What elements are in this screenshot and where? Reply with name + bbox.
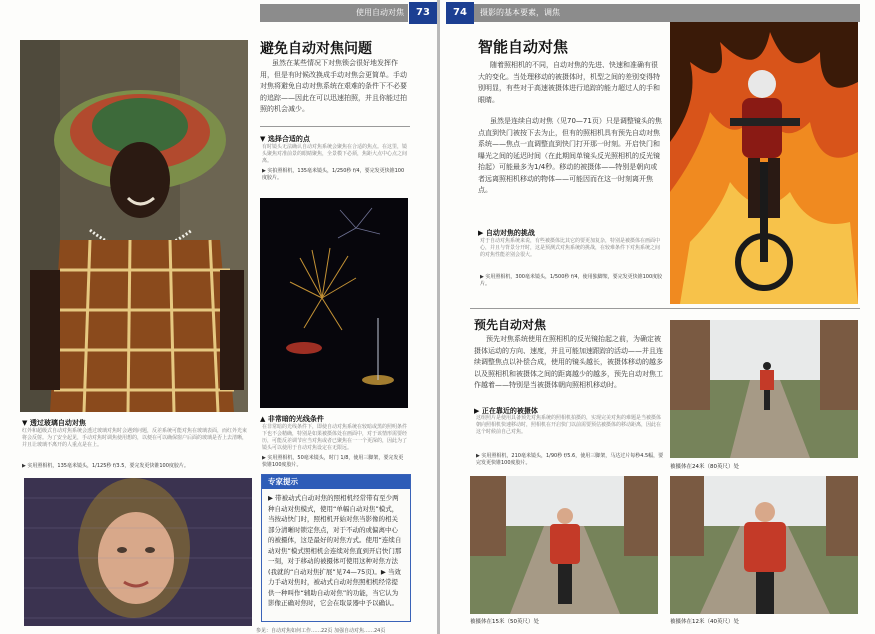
divider	[260, 126, 410, 127]
approaching-caption-title-text: 正在靠近的被摄体	[481, 407, 538, 415]
select-point-text: 有时镜头无法确认自动对焦系统会聚焦在合适的焦点。在这里，镜头聚焦对准前景的眼睛聚焦，全景模下必须，焦距大点中心点之间离。	[262, 144, 408, 164]
predictive-af-paragraph: 预先对焦系统使用在照相机的反光镜抬起之前，为确定被摄体运动的方向、速度，并且可能加速跟踪的活动——并且连续调整焦点以补偿合成，使用的镜头越长，被摄体移动的越多以及照相机和被摄体之间的距离越少的越多，预先自动对焦工作越着——特别是当被摄体朝向照相机移动时。	[474, 335, 663, 389]
select-point-title-text: 选择合适的点	[267, 135, 310, 143]
right-page	[440, 0, 875, 634]
woman-in-hat-photo	[20, 40, 248, 412]
challenge-caption-title: ▶ 自动对焦的挑战	[478, 229, 535, 237]
glass-caption-title: ▼ 透过玻璃自动对焦	[22, 419, 86, 427]
expert-tip-box	[261, 474, 411, 622]
left-page-number: 73	[409, 2, 437, 24]
approaching-caption-title: ▶ 正在靠近的被摄体	[474, 407, 538, 415]
challenge-caption-text: 对于自动对焦系统来说，有些被摄体比其它的要更加复杂，特别是被摄体在画面中心，并且与背景分开时，这是预测式对焦系统的挑战，在较难条件下对焦系统之间的对焦性能差别会很大。	[480, 238, 661, 258]
cyclist-15m-photo	[470, 476, 658, 614]
cyclist-24m-caption: 被摄体在24米（80英尺）处	[670, 464, 739, 470]
glass-caption-text: 红外和超级式自动对焦系统会透过玻璃对焦时会遇到问题，反差系统可能对焦在玻璃表面，而红外光束将会反射。为了安全起见，手动对焦时调焦使用想的，以便在可以确保窗户后面的玻璃是否上去清晰，并且让玻璃不离开的人重点是在上。	[22, 428, 248, 448]
cyclist-24m-photo	[670, 320, 858, 458]
predictive-af-title: 预先自动对焦	[474, 318, 547, 332]
select-point-settings: ▶ 实拍照相机，135毫米镜头，1/250秒 f/4，要完发更快锥100度胶片。	[262, 168, 405, 181]
approaching-caption-text: 这组照片是使用具备预先对焦系统的照相机拍摄的，实现完美对焦的难题是当被摄体朝向照相机快速移动时，照相机在开启快门以前需要预估被摄体的移动距离，因此在这个时候前自己对焦。	[476, 415, 662, 435]
left-page-header: 使用自动对焦	[260, 4, 408, 22]
motorcycle-fire-photo	[670, 22, 858, 304]
cyclist-12m-photo	[670, 476, 858, 614]
challenge-caption-title-text: 自动对焦的挑战	[485, 229, 535, 237]
section-divider	[470, 308, 860, 309]
woman-behind-glass-photo	[24, 478, 252, 626]
challenge-caption-settings: ▶ 实用照相机，300毫米镜头，1/500秒 f/4，使用独脚架，要完发更快锥100度胶片。	[480, 274, 663, 287]
right-intro-paragraph-2: 虽然是连续自动对焦（见70—71页）只是调整镜头的焦点直到快门被按下去为止，但有的照相机具有预先自动对焦系统——焦点一直调整直到快门打开那一时刻。开启快门和曝光之间的延迟时间（在此期间单镜头反光照相机的反光镜抬起）可能最多为1/4秒。移动的被摄体——特别是朝向或者远离照相机移动的物体——可能因而在这一时刻离开焦点。	[478, 117, 662, 194]
fireworks-photo	[260, 198, 408, 408]
fireworks-caption-settings: ▶ 实用照相机，50毫米镜头，时门 1/8，使用三脚架，要完发更快锥100度胶片。	[262, 455, 404, 468]
right-page-number: 74	[446, 2, 474, 24]
glass-caption-settings: ▶ 实用照相机，135毫米镜头，1/125秒 f/3.5，要完发更快锥100度胶片。	[22, 463, 189, 469]
left-footer: 参见：自动对焦如何工作……22页 加强自动对焦……24页	[256, 628, 386, 634]
cyclist-15m-caption: 被摄体在15米（50英尺）处	[470, 619, 539, 625]
approaching-caption-settings: ▶ 实用照相机，210毫米镜头，1/90秒 f/5.6，使用三脚架，马达过片每秒4.5幅，要完发更快锥100度胶片。	[476, 453, 664, 466]
fireworks-caption-title-text: 非常暗的光线条件	[267, 415, 324, 423]
right-page-title: 智能自动对焦	[478, 38, 569, 56]
select-point-title: ▼ 选择合适的点	[260, 135, 310, 143]
fireworks-caption-text: 在非常暗的光线条件下，即使自动对焦系统在较暗或黑的照明条件下也不会精确，特别是如果被摄体处在画面中，对于该情形需要经历，可能反差调节应当对焦或者已聚焦在一一个更深的，因此为了镜头可以使用于自动对焦设定在无限远。	[262, 424, 408, 451]
cyclist-12m-caption: 被摄体在12米（40英尺）处	[670, 619, 739, 625]
fireworks-caption-title: ▲ 非常暗的光线条件	[260, 415, 324, 423]
left-page	[0, 0, 437, 634]
expert-tip-title: 专家提示	[262, 475, 410, 489]
glass-caption-title-text: 透过玻璃自动对焦	[29, 419, 86, 427]
right-intro-paragraph-1: 随着照相机的不同，自动对焦的先进、快速和准确有很大的变化。当处理移动的被摄体时，机型之间的差别变得特别明显，有些对于高速被摄体进行追踪的能力超过人的手和眼睛。	[478, 61, 660, 104]
expert-tip-text: ▶ 带被动式自动对焦的照相机经常带有至少两种自动对焦模式，使用“单幅自动对焦”模式，当按动快门时，照相机开始对焦当影像的相关部分清晰时锁定焦点，对于不动的或偏离中心的被摄体，这是最好的对焦方式。使用“连续自动对焦”模式照相机会连续对焦直到开启快门那一刻，对于移动的被摄体可使用这种对焦方法(我就的“自动对焦扩展”见74—75页)。▶ 当效力手动对焦时，被动式自动对焦照相机经常提供一种叫作“辅助自动对焦”的功能，当它认为影像正确对焦时，它会在取景器中予以确认。	[268, 494, 402, 607]
left-page-title: 避免自动对焦问题	[260, 41, 372, 57]
right-page-header: 摄影的基本要素，调焦	[474, 4, 860, 22]
left-intro-paragraph: 虽然在某些情况下对焦锁会很好地发挥作用，但是有时候改换成手动对焦会更简单。手动对焦将避免自动对焦系统在艰难的条件下不必要的追踪——因此在可以迅速拍照，并且你能过拍照的机会减少。	[260, 59, 407, 113]
